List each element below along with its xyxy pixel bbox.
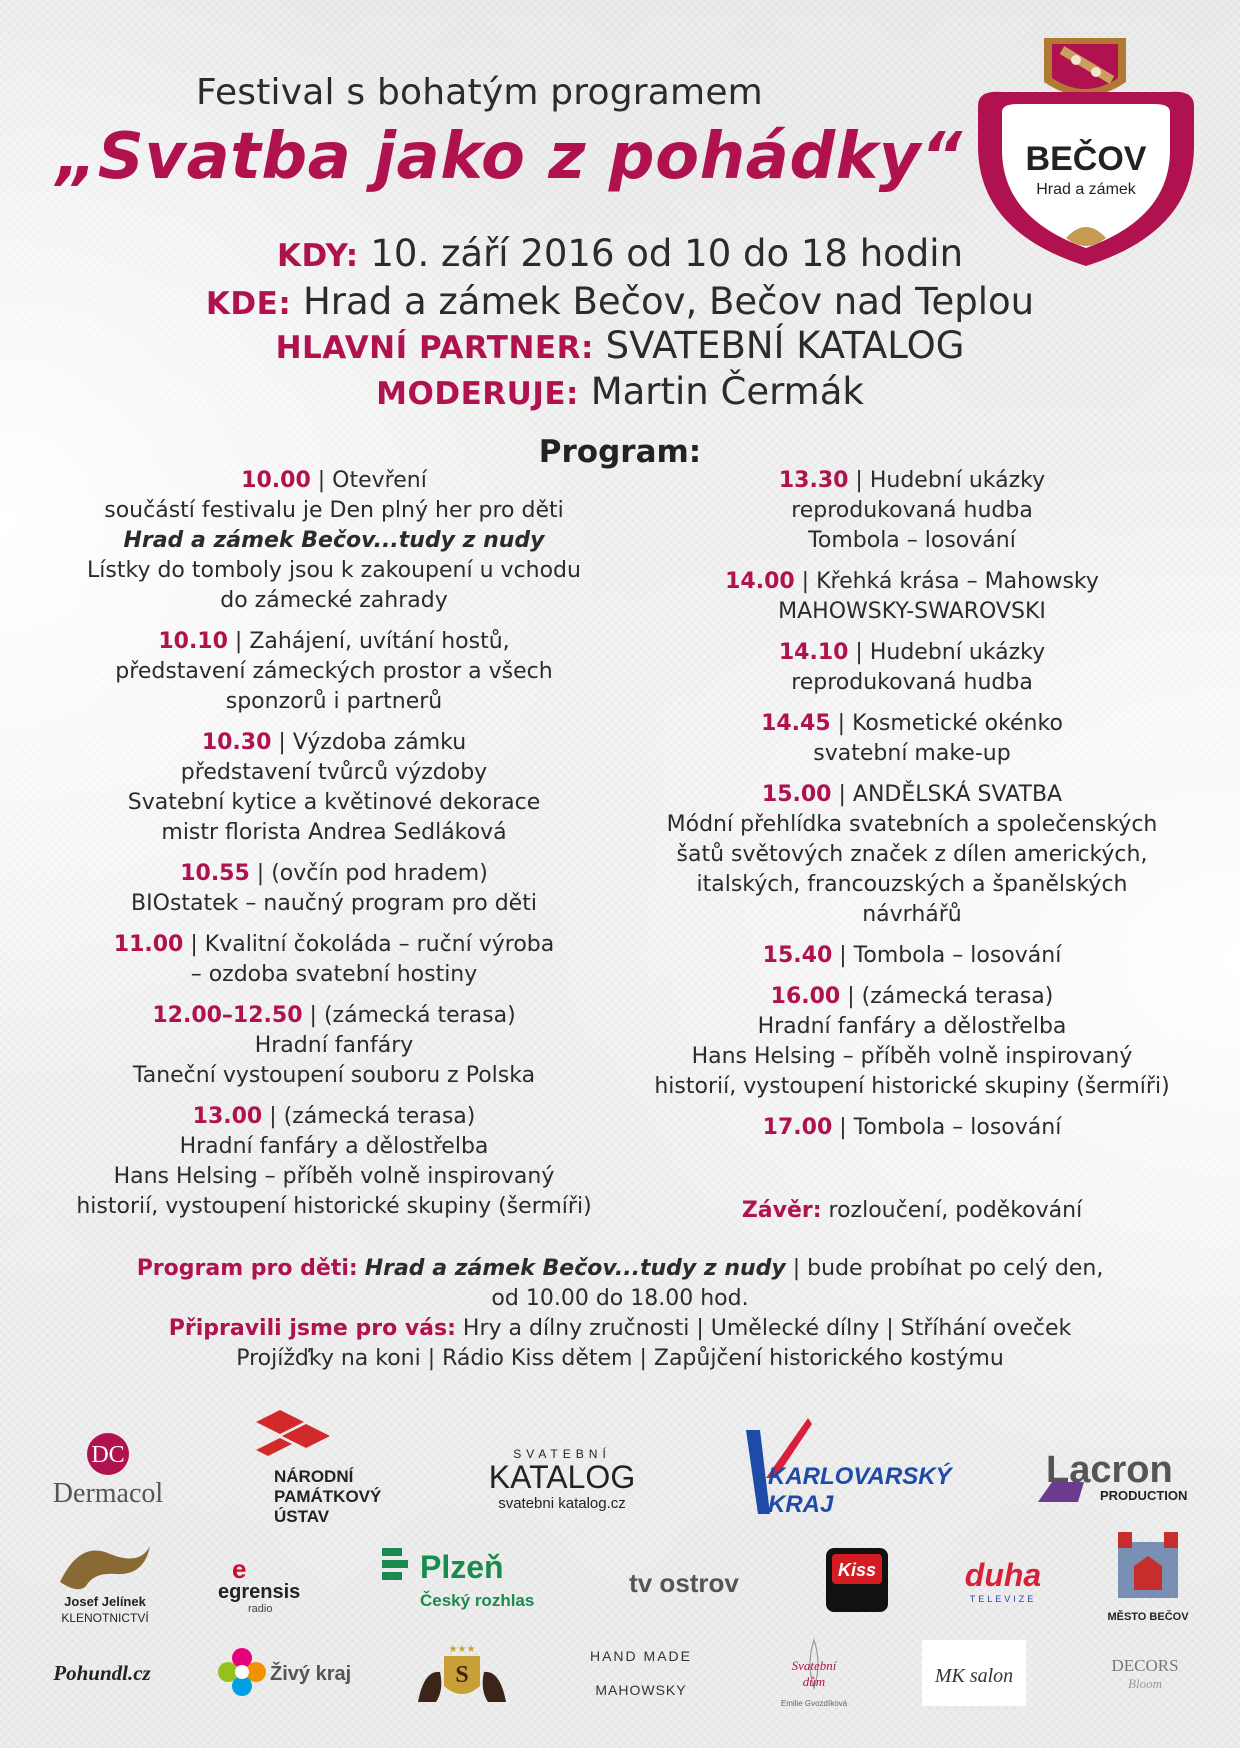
program-title: Tombola – losování	[853, 1115, 1062, 1140]
program-entry	[48, 1102, 620, 1222]
program-entry-head-line	[48, 466, 620, 496]
program-entry-head-line	[636, 780, 1188, 810]
jelinek-line-2: KLENOTNICTVÍ	[61, 1611, 149, 1625]
program-detail: MAHOWSKY-SWAROVSKI	[778, 599, 1046, 624]
program-detail: představení zámeckých prostor a všech	[115, 659, 553, 684]
egrensis-name: egrensis	[218, 1581, 301, 1603]
program-detail: reprodukovaná hudba	[791, 498, 1033, 523]
festival-title: „Svatba jako z pohádky“	[56, 120, 963, 194]
program-detail: Hradní fanfáry a dělostřelba	[757, 1014, 1067, 1039]
svatebni-dum-sub: Emilie Gvozdíková	[780, 1699, 848, 1708]
lacron-name: Lacron	[1046, 1449, 1173, 1491]
program-detail: italských, francouzských a španělských	[696, 872, 1128, 897]
program-detail: reprodukovaná hudba	[791, 670, 1033, 695]
program-entry-head-line	[48, 627, 620, 657]
egrensis-sub: radio	[248, 1603, 273, 1615]
program-entry	[636, 709, 1188, 769]
becov-logo-subtitle: Hrad a zámek	[1036, 181, 1136, 198]
plzen-radio-logo	[378, 1546, 554, 1616]
separator: |	[183, 932, 205, 957]
program-detail: – ozdoba svatební hostiny	[190, 962, 478, 987]
mesto-becov-logo	[1100, 1528, 1196, 1626]
kids-program-text: | bude probíhat po celý den,	[792, 1256, 1104, 1281]
svatebni-katalog-logo	[474, 1446, 654, 1512]
svg-text:★★★: ★★★	[448, 1644, 476, 1655]
program-title: Hudební ukázky	[869, 640, 1046, 665]
mahowsky-text: MAHOWSKY	[595, 1682, 687, 1698]
duha-sub: TELEVIZE	[969, 1594, 1037, 1604]
program-time: 10.00	[241, 468, 311, 493]
handmade-text: HAND MADE	[589, 1648, 692, 1664]
detail-partner	[0, 324, 1240, 370]
duha-name: duha	[964, 1557, 1042, 1593]
program-entry	[48, 466, 620, 616]
program-entry	[636, 982, 1188, 1102]
pohundl-logo	[44, 1656, 164, 1692]
program-entry	[48, 728, 620, 848]
kids-program-label: Program pro děti:	[136, 1256, 358, 1281]
program-time: 10.30	[201, 730, 272, 755]
program-detail: mistr florista Andrea Sedláková	[161, 820, 507, 845]
program-entry-head-line	[636, 982, 1188, 1012]
detail-label: KDY:	[276, 238, 359, 274]
svg-text:e: e	[232, 1556, 247, 1584]
program-entry	[636, 638, 1188, 698]
program-detail: Hrad a zámek Bečov...tudy z nudy	[123, 528, 545, 553]
katalog-main: KATALOG	[488, 1459, 636, 1495]
program-time: 17.00	[762, 1115, 833, 1140]
program-detail: návrhářů	[862, 902, 962, 927]
program-title: Tombola – losování	[853, 943, 1062, 968]
kids-program-title: Hrad a zámek Bečov...tudy z nudy	[364, 1256, 786, 1281]
separator: |	[262, 1104, 284, 1129]
prepared-label: Připravili jsme pro vás:	[168, 1316, 456, 1341]
program-entry	[48, 627, 620, 717]
program-time: 14.10	[778, 640, 849, 665]
program-entry-head-line	[48, 728, 620, 758]
svatebni-dum-line-1: Svatební	[791, 1658, 837, 1673]
program-entry-head-line	[636, 1113, 1188, 1143]
program-entry-head-line	[636, 941, 1188, 971]
separator: |	[310, 468, 333, 493]
program-title: Hudební ukázky	[869, 468, 1046, 493]
separator: |	[794, 569, 817, 594]
separator: |	[302, 1003, 324, 1028]
program-time: 16.00	[770, 984, 841, 1009]
program-detail: Hans Helsing – příběh volně inspirovaný	[691, 1044, 1133, 1069]
footer-info	[0, 1254, 1240, 1374]
prepared-text: Hry a dílny zručnosti | Umělecké dílny | Stříhání oveček	[462, 1316, 1072, 1341]
program-time: 11.00	[113, 932, 184, 957]
program-time: 10.55	[180, 861, 250, 886]
program-title: (ovčín pod hradem)	[271, 861, 488, 886]
program-title: (zámecká terasa)	[323, 1003, 516, 1028]
katalog-url: svatebni katalog.cz	[498, 1495, 626, 1512]
jelinek-line-1: Josef Jelínek	[64, 1594, 146, 1609]
detail-label: KDE:	[205, 286, 292, 322]
separator: |	[840, 984, 862, 1009]
kiss-name: Kiss	[837, 1560, 877, 1580]
mahowsky-logo	[576, 1644, 706, 1706]
program-detail: BIOstatek – naučný program pro děti	[131, 891, 537, 916]
program-entry-head-line	[636, 638, 1188, 668]
program-detail: součástí festivalu je Den plný her pro děti	[104, 498, 564, 523]
detail-when	[0, 232, 1240, 278]
program-entry	[636, 567, 1188, 627]
separator: |	[832, 1115, 854, 1140]
program-detail: Lístky do tomboly jsou k zakoupení u vchodu	[87, 558, 581, 583]
program-column-right	[636, 466, 1188, 1154]
detail-label: HLAVNÍ PARTNER:	[275, 330, 594, 366]
program-title: ANDĚLSKÁ SVATBA	[852, 782, 1063, 807]
program-entry-head-line	[636, 709, 1188, 739]
separator: |	[848, 640, 870, 665]
program-title: (zámecká terasa)	[283, 1104, 476, 1129]
mk-salon-logo	[922, 1640, 1026, 1706]
detail-value: Martin Čermák	[590, 370, 864, 413]
program-title: (zámecká terasa)	[861, 984, 1054, 1009]
lacron-sub: PRODUCTION	[1100, 1488, 1188, 1503]
detail-host	[0, 370, 1240, 416]
dermacol-logo	[40, 1430, 176, 1510]
program-detail: historií, vystoupení historické skupiny (šermíři)	[654, 1074, 1170, 1099]
becov-logo-name: BEČOV	[1025, 140, 1147, 178]
program-entry-head-line	[636, 466, 1188, 496]
detail-where	[0, 280, 1240, 326]
program-time: 15.00	[761, 782, 832, 807]
program-detail: svatební make-up	[813, 741, 1011, 766]
program-column-left	[48, 466, 620, 1233]
program-detail: Taneční vystoupení souboru z Polska	[132, 1063, 536, 1088]
program-entry	[636, 1113, 1188, 1143]
hotel-crest-logo	[414, 1640, 510, 1710]
program-detail: představení tvůrců výzdoby	[180, 760, 488, 785]
kids-program-time: od 10.00 do 18.00 hod.	[491, 1286, 749, 1311]
duha-tv-logo	[948, 1556, 1058, 1606]
svg-text:S: S	[455, 1662, 469, 1688]
festival-subtitle: Festival s bohatým programem	[196, 72, 763, 113]
separator: |	[271, 730, 293, 755]
detail-value: Hrad a zámek Bečov, Bečov nad Teplou	[302, 280, 1035, 323]
separator: |	[831, 782, 853, 807]
program-time: 12.00–12.50	[152, 1003, 303, 1028]
program-title: Křehká krása – Mahowsky	[816, 569, 1099, 594]
tv-ostrov-logo	[604, 1564, 764, 1604]
program-time: 14.45	[761, 711, 831, 736]
karlovarsky-line-2: KRAJ	[768, 1491, 834, 1518]
program-detail: do zámecké zahrady	[220, 588, 448, 613]
separator: |	[227, 629, 250, 654]
decors-sub: Bloom	[1128, 1676, 1162, 1691]
program-time: 15.40	[762, 943, 833, 968]
program-detail: Módní přehlídka svatebních a společenských	[666, 812, 1158, 837]
program-entry-head-line	[636, 567, 1188, 597]
mk-salon-name: MK salon	[934, 1665, 1014, 1687]
tv-ostrov-name: tv ostrov	[629, 1568, 739, 1598]
kiss-radio-logo	[826, 1548, 888, 1612]
closing-label: Závěr:	[741, 1198, 822, 1223]
separator: |	[832, 943, 854, 968]
program-title: Výzdoba zámku	[292, 730, 467, 755]
pohundl-name: Pohundl.cz	[53, 1661, 151, 1685]
separator: |	[830, 711, 853, 736]
detail-label: MODERUJE:	[376, 376, 579, 412]
lacron-logo	[1034, 1442, 1200, 1514]
program-detail: Hradní fanfáry a dělostřelba	[179, 1134, 489, 1159]
program-title: Kosmetické okénko	[852, 711, 1063, 736]
zivy-kraj-name: Živý kraj	[270, 1663, 352, 1685]
separator: |	[249, 861, 272, 886]
program-detail: Hradní fanfáry	[254, 1033, 414, 1058]
decors-bloom-logo	[1090, 1656, 1200, 1700]
npu-line-1: NÁRODNÍ	[274, 1467, 354, 1486]
program-time: 13.00	[192, 1104, 263, 1129]
decors-name: DECORS	[1111, 1656, 1179, 1675]
program-time: 10.10	[158, 629, 228, 654]
separator: |	[848, 468, 870, 493]
prepared-text-2: Projížďky na koni | Rádio Kiss dětem | Zapůjčení historického kostýmu	[236, 1346, 1004, 1371]
npu-logo	[248, 1410, 398, 1530]
program-detail: šatů světových značek z dílen amerických,	[676, 842, 1148, 867]
program-entry-head-line	[48, 1001, 620, 1031]
program-entry-head-line	[48, 1102, 620, 1132]
program-entry-head-line	[48, 859, 620, 889]
karlovarsky-line-1: KARLOVARSKÝ	[768, 1463, 952, 1490]
closing-line	[636, 1196, 1188, 1226]
program-time: 13.30	[778, 468, 849, 493]
program-title: Zahájení, uvítání hostů,	[249, 629, 510, 654]
zivy-kraj-logo	[214, 1644, 354, 1704]
npu-line-2: PAMÁTKOVÝ	[274, 1487, 382, 1506]
program-time: 14.00	[725, 569, 795, 594]
karlovarsky-kraj-logo	[730, 1418, 960, 1518]
svatebni-dum-line-2: dům	[802, 1674, 826, 1689]
program-detail: Tombola – losování	[808, 528, 1016, 553]
dermacol-name: Dermacol	[52, 1478, 164, 1509]
program-detail: historií, vystoupení historické skupiny (šermíři)	[76, 1194, 592, 1219]
program-heading: Program:	[538, 434, 702, 470]
svg-text:DC: DC	[91, 1442, 125, 1468]
program-detail: Svatební kytice a květinové dekorace	[127, 790, 541, 815]
program-detail: sponzorů i partnerů	[225, 689, 443, 714]
svatebni-dum-logo	[764, 1636, 864, 1712]
npu-line-3: ÚSTAV	[274, 1507, 330, 1526]
mesto-becov-name: MĚSTO BEČOV	[1107, 1611, 1189, 1623]
program-entry	[636, 466, 1188, 556]
egrensis-logo	[212, 1556, 332, 1616]
plzen-sub: Český rozhlas	[420, 1591, 535, 1610]
program-title: Kvalitní čokoláda – ruční výroba	[204, 932, 555, 957]
program-entry-head-line	[48, 930, 620, 960]
program-entry	[48, 930, 620, 990]
detail-value: SVATEBNÍ KATALOG	[605, 324, 965, 367]
closing-text: rozloučení, poděkování	[828, 1198, 1083, 1223]
program-entry	[48, 859, 620, 919]
program-detail: Hans Helsing – příběh volně inspirovaný	[113, 1164, 555, 1189]
prepared-line	[0, 1314, 1240, 1344]
program-entry	[636, 780, 1188, 930]
program-entry	[636, 941, 1188, 971]
jelinek-logo	[40, 1536, 170, 1626]
program-entry	[48, 1001, 620, 1091]
katalog-top: SVATEBNÍ	[513, 1447, 611, 1461]
kids-program-line	[0, 1254, 1240, 1284]
program-title: Otevření	[332, 468, 427, 493]
plzen-name: Plzeň	[420, 1549, 504, 1585]
detail-value: 10. září 2016 od 10 do 18 hodin	[370, 232, 964, 275]
